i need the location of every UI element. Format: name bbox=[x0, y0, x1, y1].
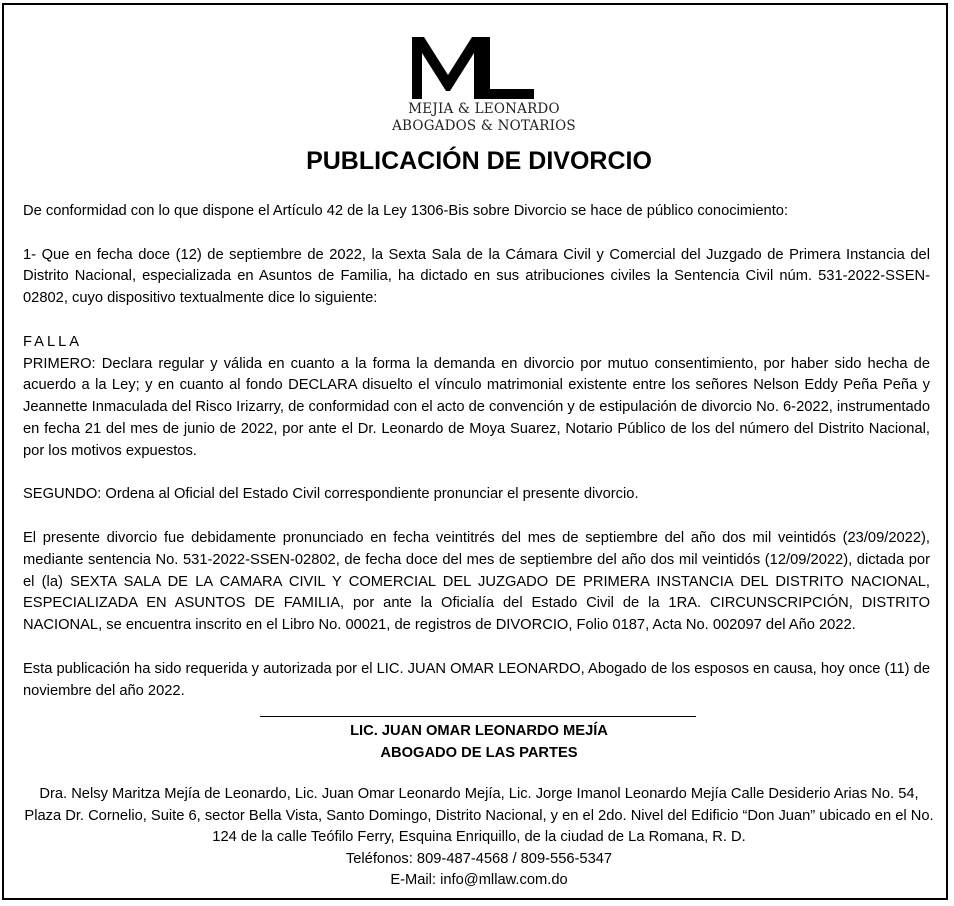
contact-address: Dra. Nelsy Maritza Mejía de Leonardo, Lic. Juan Omar Leonardo Mejía, Lic. Jorge Imanol Leonardo Mejía Calle Desiderio Arias No. 54, Plaza Dr. Cornelio, Suite 6, sector Bella Vista, Santo Domingo, Distrito Nacional, y en el 2do. Nivel del Edificio “Don Juan” ubicado en el No. 124 de la calle Teófilo Ferry, Esquina Enriquillo, de la ciudad de La Romana, R. D. bbox=[24, 786, 934, 846]
point-one-paragraph: 1- Que en fecha doce (12) de septiembre de 2022, la Sexta Sala de la Cámara Civil y Comercial del Juzgado de Primera Instancia del Distrito Nacional, especializada en Asuntos de Familia, ha dictado en sus atribuciones civiles la Sentencia Civil núm. 531-2022-SSEN-02802, cuyo dispositivo textualmente dice lo siguiente: bbox=[23, 246, 930, 307]
publication-body bbox=[23, 201, 930, 702]
logo-firm-subtitle: ABOGADOS & NOTARIOS bbox=[392, 118, 576, 134]
publication-frame bbox=[2, 3, 948, 900]
signature-block bbox=[4, 721, 954, 764]
intro-paragraph: De conformidad con lo que dispone el Artículo 42 de la Ley 1306-Bis sobre Divorcio se hace de público conocimiento: bbox=[23, 203, 789, 219]
falla-heading: FALLA bbox=[23, 333, 83, 350]
logo-firm-name: MEJIA & LEONARDO bbox=[408, 101, 560, 117]
requerida-paragraph: Esta publicación ha sido requerida y autorizada por el LIC. JUAN OMAR LEONARDO, Abogado de los esposos en causa, hoy once (11) de noviembre del año 2022. bbox=[23, 660, 930, 699]
signature-role: ABOGADO DE LAS PARTES bbox=[380, 744, 578, 761]
signature-line bbox=[260, 716, 696, 717]
primero-paragraph: PRIMERO: Declara regular y válida en cuanto a la forma la demanda en divorcio por mutuo consentimiento, por haber sido hecha de acuerdo a la Ley; y en cuanto al fondo DECLARA disuelto el vínculo matrimonial existente entre los señores Nelson Eddy Peña Peña y Jeannette Inmaculada del Risco Irizarry, de conformidad con el acto de convención y de estipulación de divorcio No. 6-2022, instrumentado en fecha 21 del mes de junio de 2022, por ante el Dr. Leonardo de Moya Suarez, Notario Público de los del número del Distrito Nacional, por los motivos expuestos. bbox=[23, 355, 930, 459]
contact-email: E-Mail: info@mllaw.com.do bbox=[390, 872, 568, 889]
firm-logo bbox=[344, 35, 624, 135]
segundo-paragraph: SEGUNDO: Ordena al Oficial del Estado Civil correspondiente pronunciar el presente divorcio. bbox=[23, 486, 639, 503]
page-title: PUBLICACIÓN DE DIVORCIO bbox=[306, 147, 652, 175]
signature-name: LIC. JUAN OMAR LEONARDO MEJÍA bbox=[350, 723, 608, 739]
ml-monogram-icon bbox=[408, 35, 538, 101]
contact-phones: Teléfonos: 809-487-4568 / 809-556-5347 bbox=[345, 850, 613, 867]
contact-block bbox=[23, 784, 935, 892]
pronunciado-paragraph: El presente divorcio fue debidamente pronunciado en fecha veintitrés del mes de septiembre del año dos mil veintidós (23/09/2022), mediante sentencia No. 531-2022-SSEN-02802, de fecha doce del mes de septiembre del año dos mil veintidós (12/09/2022), dictada por el (la) SEXTA SALA DE LA CAMARA CIVIL Y COMERCIAL DEL JUZGADO DE PRIMERA INSTANCIA DEL DISTRITO NACIONAL, ESPECIALIZADA EN ASUNTOS DE FAMILIA, por ante la Oficialía del Estado Civil de la 1RA. CIRCUNSCRIPCIÓN, DISTRITO NACIONAL, se encuentra inscrito en el Libro No. 00021, de registros de DIVORCIO, Folio 0187, Acta No. 002097 del Año 2022. bbox=[23, 529, 930, 634]
